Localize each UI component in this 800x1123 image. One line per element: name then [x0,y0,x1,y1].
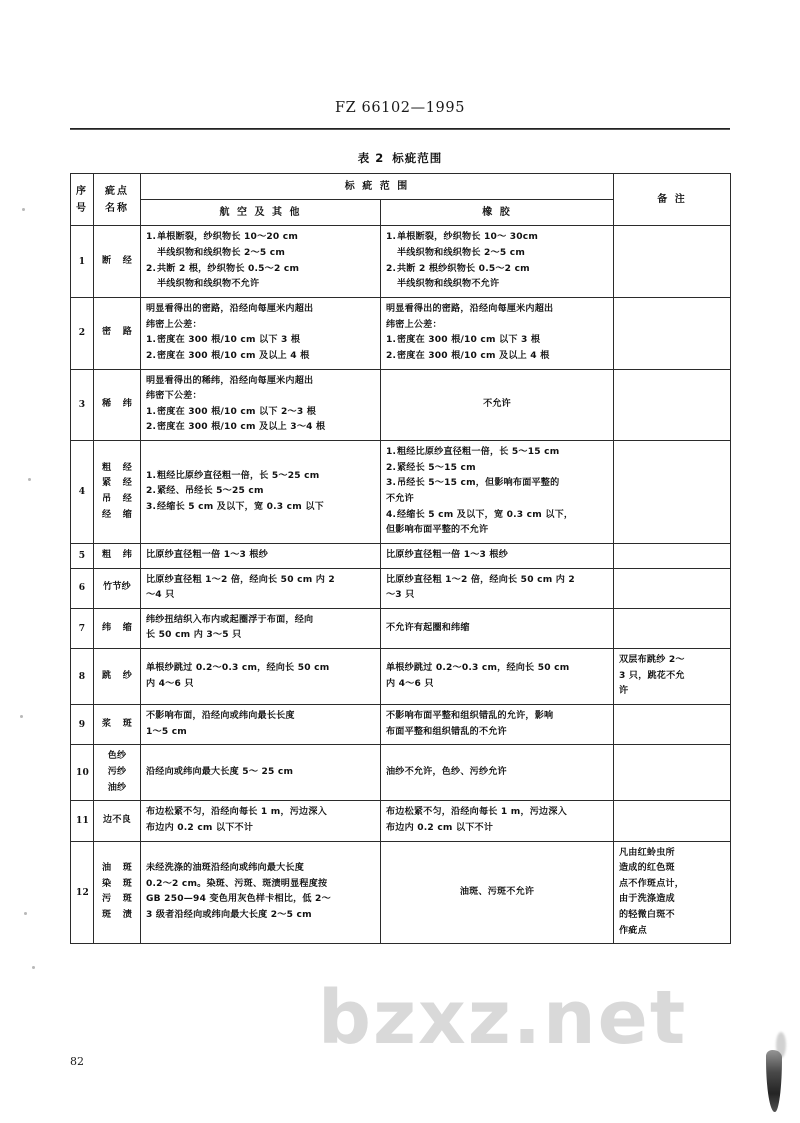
defect-name-line: 浆 斑 [102,718,132,729]
list-item: 2. 紧经长 5～15 cm [386,461,608,477]
cell-defect-name [94,745,141,801]
table-row [71,543,731,568]
cell-remark [614,568,731,608]
list-item: 4. 经缩长 5 cm 及以下，宽 0.3 cm 以下， [386,508,608,524]
cell-defect-name [94,801,141,841]
text-line: 内 4～6 只 [146,678,194,689]
table-row [71,297,731,369]
defect-name-line: 边不良 [103,815,131,826]
table-caption [0,150,800,166]
text-line: 长 50 cm 内 3～5 只 [146,630,242,641]
cell-defect-name [94,543,141,568]
column-header-aerospace-other: 航 空 及 其 他 [141,200,381,226]
list-marker: 2. [146,263,157,274]
cell-rubber [381,608,614,648]
list-item: 1. 单根断裂，纱织物长 10～ 30cm [386,230,608,246]
cell-aerospace-other [141,801,381,841]
list-item: 3. 吊经长 5～15 cm，但影响布面平整的 [386,476,608,492]
column-header-seq-no [71,174,94,226]
list-item: 2. 共断 2 根纱织物长 0.5～2 cm [386,262,608,278]
cell-remark [614,841,731,944]
text-line: 布面平整和组织错乱的不允许 [386,726,507,737]
cell-aerospace-other [141,649,381,705]
list-item: 2. 密度在 300 根/10 cm 及以上 4 根 [146,349,375,365]
cell-seq-no: 4 [71,441,94,544]
cell-defect-name [94,649,141,705]
scan-ink-smudge [766,1050,782,1112]
defect-name-line: 污纱 [107,766,127,777]
table-caption-title: 标疵范围 [392,151,443,165]
cell-rubber [381,649,614,705]
cell-remark [614,608,731,648]
text-line: 不允许 [386,493,414,504]
defect-name-line: 粗 经 [102,462,132,473]
cell-remark [614,705,731,745]
cell-aerospace-other [141,369,381,441]
defect-name-line: 稀 纬 [102,398,132,409]
column-header-remark: 备 注 [614,174,731,226]
text-line: 纬密上公差： [146,319,202,330]
cell-rubber [381,568,614,608]
list-item-continuation: 半线织物和线织物长 2～5 cm [397,248,525,259]
defect-name-line: 油 斑 [102,863,132,874]
cell-remark [614,441,731,544]
cell-defect-name [94,441,141,544]
text-line: ～4 只 [146,590,175,601]
cell-rubber [381,543,614,568]
table-caption-number: 表 2 [357,151,385,165]
text-line: 明显看得出的密路，沿经向每厘米内超出 [386,303,554,314]
text-line: 油斑、污斑不允许 [459,886,535,897]
cell-aerospace-other [141,543,381,568]
list-marker: 4. [386,509,397,520]
list-marker: 1. [146,470,157,481]
cell-seq-no: 8 [71,649,94,705]
text-line: 0.2～2 cm。染斑、污斑、斑渍明显程度按 [146,878,328,889]
text-line: 未经洗涤的油斑沿经向或纬向最大长度 [146,863,304,874]
defect-name-line: 油纱 [107,782,127,793]
table-row [71,649,731,705]
remark-line: 3 只，跳花不允 [619,670,685,681]
remark-line: 作疵点 [619,925,647,936]
remark-line: 造成的红色斑 [619,863,675,874]
defect-name-line: 跳 纱 [102,670,132,681]
cell-rubber [381,745,614,801]
list-marker: 1. [386,447,397,458]
text-line: 明显看得出的密路，沿经向每厘米内超出 [146,303,314,314]
cell-seq-no: 3 [71,369,94,441]
text-line: 内 4～6 只 [386,678,434,689]
text-line: 沿经向或纬向最大长度 5～ 25 cm [146,766,294,777]
text-line: 布边松紧不匀，沿经向每长 1 m，污边深入 [146,807,327,818]
cell-defect-name [94,369,141,441]
cell-aerospace-other [141,841,381,944]
seq-no-line2: 号 [76,202,88,214]
list-marker: 1. [146,406,157,417]
text-line: 不影响布面，沿经向或纬向最长长度 [146,711,295,722]
cell-remark [614,543,731,568]
remark-line: 许 [619,686,629,697]
list-marker: 1. [386,335,397,346]
cell-defect-name [94,841,141,944]
table-row [71,608,731,648]
list-item-continuation: 半线织物和线织物长 2～5 cm [157,248,285,259]
defect-name-line1: 疵点 [105,185,129,197]
cell-rubber [381,369,614,441]
list-item: 2. 共断 2 根，纱织物长 0.5～2 cm [146,262,375,278]
list-marker: 2. [386,263,397,274]
list-marker: 1. [146,232,157,243]
remark-line: 点不作斑点计， [619,878,685,889]
text-line: 纬纱扭结织入布内或起圈浮于布面，经向 [146,614,314,625]
list-marker: 2. [386,350,397,361]
defect-name-line: 斑 渍 [102,910,132,921]
text-line: 比原纱直径粗 1～2 倍，经向长 50 cm 内 2 [146,574,335,585]
page-number: 82 [70,1055,84,1068]
remark-line: 由于洗涤造成 [619,894,675,905]
list-item: 2. 密度在 300 根/10 cm 及以上 4 根 [386,349,608,365]
defect-name-line: 竹节纱 [103,582,131,593]
defect-name-line: 色纱 [107,751,127,762]
cell-seq-no: 10 [71,745,94,801]
header-divider-rule [70,128,730,130]
text-line: 布边松紧不匀，沿经向每长 1 m，污边深入 [386,807,567,818]
watermark: bzxz.net [318,975,688,1061]
remark-line: 双层布跳纱 2～ [619,655,685,666]
cell-rubber [381,705,614,745]
text-line: 但影响布面平整的不允许 [386,525,489,536]
text-line: 布边内 0.2 cm 以下不计 [146,822,254,833]
list-item: 2. 密度在 300 根/10 cm 及以上 3～4 根 [146,420,375,436]
cell-aerospace-other [141,226,381,298]
list-item-continuation: 半线织物和线织物不允许 [157,279,260,290]
text-line: 单根纱跳过 0.2～0.3 cm，经向长 50 cm [386,662,570,673]
table-header-row-1 [71,174,731,200]
cell-remark [614,801,731,841]
cell-seq-no: 2 [71,297,94,369]
defect-name-line: 污 斑 [102,894,132,905]
list-marker: 2. [146,350,157,361]
standard-code-header: FZ 66102—1995 [334,100,466,116]
scan-speck [32,966,35,969]
defect-name-line: 染 斑 [102,878,132,889]
cell-rubber [381,841,614,944]
list-item: 1. 单根断裂，纱织物长 10～20 cm [146,230,375,246]
cell-defect-name [94,297,141,369]
seq-no-line1: 序 [76,185,88,197]
list-marker: 3. [146,501,157,512]
scan-speck [22,208,25,211]
cell-aerospace-other [141,568,381,608]
list-item-continuation: 半线织物和线织物不允许 [397,279,500,290]
remark-line: 凡由红蛉虫所 [619,847,675,858]
cell-seq-no: 7 [71,608,94,648]
text-line: 不允许 [483,398,511,409]
cell-defect-name [94,226,141,298]
text-line: 比原纱直径粗一倍 1～3 根纱 [146,549,269,560]
defect-range-table [70,173,731,944]
column-header-rubber: 橡 胶 [381,200,614,226]
cell-defect-name [94,568,141,608]
scan-speck [24,912,27,915]
cell-seq-no: 12 [71,841,94,944]
text-line: ～3 只 [386,590,415,601]
list-item: 1. 密度在 300 根/10 cm 以下 2～3 根 [146,405,375,421]
scan-speck [28,478,31,481]
scan-speck [20,715,23,718]
list-marker: 2. [146,486,157,497]
list-marker: 2. [146,422,157,433]
column-header-defect-name [94,174,141,226]
text-line: GB 250—94 变色用灰色样卡相比，低 2～ [146,894,331,905]
list-item: 1. 密度在 300 根/10 cm 以下 3 根 [386,333,608,349]
cell-aerospace-other [141,441,381,544]
text-line: 油纱不允许，色纱、污纱允许 [386,766,507,777]
defect-name-line: 经 缩 [102,509,132,520]
defect-name-line: 紧 经 [102,478,132,489]
table-row [71,226,731,298]
list-item: 1. 密度在 300 根/10 cm 以下 3 根 [146,333,375,349]
list-item: 2. 紧经、吊经长 5～25 cm [146,484,375,500]
text-line: 纬密上公差： [386,319,442,330]
cell-aerospace-other [141,297,381,369]
cell-remark [614,649,731,705]
cell-aerospace-other [141,705,381,745]
cell-rubber [381,297,614,369]
cell-defect-name [94,705,141,745]
cell-seq-no: 5 [71,543,94,568]
cell-seq-no: 11 [71,801,94,841]
table-row [71,705,731,745]
text-line: 明显看得出的稀纬，沿经向每厘米内超出 [146,375,314,386]
table-row [71,841,731,944]
text-line: 比原纱直径粗 1～2 倍，经向长 50 cm 内 2 [386,574,575,585]
list-marker: 2. [386,462,397,473]
text-line: 比原纱直径粗一倍 1～3 根纱 [386,549,509,560]
text-line: 1～5 cm [146,726,187,737]
defect-name-line: 粗 纬 [102,549,132,560]
remark-line: 的轻微白斑不 [619,910,675,921]
list-marker: 3. [386,478,397,489]
text-line: 3 级者沿经向或纬向最大长度 2～5 cm [146,910,312,921]
cell-remark [614,297,731,369]
text-line: 单根纱跳过 0.2～0.3 cm，经向长 50 cm [146,662,330,673]
text-line: 不允许有起圈和纬缩 [386,622,470,633]
text-line: 不影响布面平整和组织错乱的允许，影响 [386,711,554,722]
defect-name-line: 密 路 [102,327,132,338]
table-row [71,369,731,441]
list-marker: 1. [146,335,157,346]
defect-name-line: 断 经 [102,255,132,266]
list-item: 1. 粗经比原纱直径粗一倍，长 5～15 cm [386,445,608,461]
text-line: 纬密下公差： [146,391,202,402]
cell-seq-no: 1 [71,226,94,298]
defect-name-line2: 名称 [105,202,129,214]
defect-name-line: 纬 缩 [102,622,132,633]
list-item: 3. 经缩长 5 cm 及以下，宽 0.3 cm 以下 [146,500,375,516]
cell-aerospace-other [141,608,381,648]
cell-remark [614,745,731,801]
cell-rubber [381,441,614,544]
table-row [71,745,731,801]
cell-aerospace-other [141,745,381,801]
cell-rubber [381,801,614,841]
table-row [71,801,731,841]
table-row [71,441,731,544]
cell-remark [614,226,731,298]
cell-defect-name [94,608,141,648]
defect-name-line: 吊 经 [102,493,132,504]
list-marker: 1. [386,232,397,243]
list-item: 1. 粗经比原纱直径粗一倍，长 5～25 cm [146,469,375,485]
cell-seq-no: 6 [71,568,94,608]
table-head [71,174,731,226]
cell-rubber [381,226,614,298]
cell-remark [614,369,731,441]
table-body [71,226,731,944]
table-row [71,568,731,608]
column-header-range-group: 标 疵 范 围 [141,174,614,200]
cell-seq-no: 9 [71,705,94,745]
text-line: 布边内 0.2 cm 以下不计 [386,822,494,833]
